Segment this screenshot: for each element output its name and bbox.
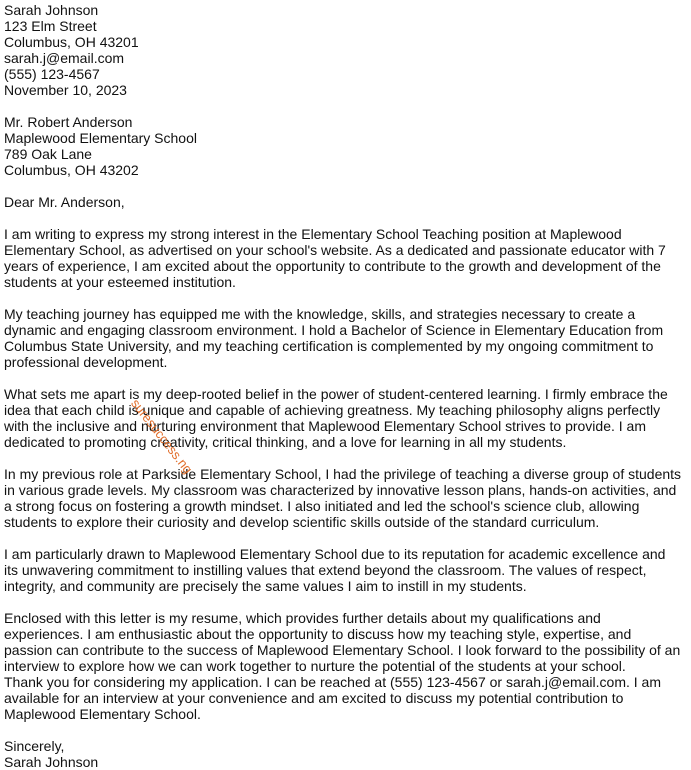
recipient-school: Maplewood Elementary School [4, 130, 197, 146]
sender-email: sarah.j@email.com [4, 50, 125, 66]
spacer [4, 178, 691, 194]
paragraph-line: interview to explore how we can work together to nurture the potential of the students at your school. [4, 658, 626, 674]
paragraph-line: in various grade levels. My classroom was characterized by innovative lesson plans, hands-on activities, and [4, 482, 677, 498]
sender-phone: (555) 123-4567 [4, 66, 100, 82]
recipient-name: Mr. Robert Anderson [4, 114, 133, 130]
paragraph-line: professional development. [4, 354, 168, 370]
recipient-block [4, 114, 691, 178]
spacer [4, 450, 691, 466]
body-paragraph-3 [4, 386, 691, 450]
recipient-street: 789 Oak Lane [4, 146, 92, 162]
body-paragraph-4 [4, 466, 691, 530]
spacer [4, 530, 691, 546]
paragraph-line: Enclosed with this letter is my resume, which provides further details about my qualifications and [4, 610, 601, 626]
cover-letter [4, 2, 691, 770]
salutation: Dear Mr. Anderson, [4, 194, 125, 210]
paragraph-line: students to explore their curiosity and develop scientific skills outside of the standard curriculum. [4, 514, 600, 530]
paragraph-line: a strong focus on fostering a growth mindset. I also initiated and led the school's science club, allowing [4, 498, 640, 514]
closing: Sincerely, [4, 738, 65, 754]
spacer [4, 210, 691, 226]
body-paragraph-6 [4, 610, 691, 722]
paragraph-line: idea that each child is unique and capable of achieving greatness. My teaching philosophy aligns perfectly [4, 402, 661, 418]
paragraph-line: passion can contribute to the success of Maplewood Elementary School. I look forward to the possibility of an [4, 642, 681, 658]
sender-city: Columbus, OH 43201 [4, 34, 139, 50]
paragraph-line: with the inclusive and nurturing environment that Maplewood Elementary School strives to provide. I am [4, 418, 646, 434]
body-paragraph-5 [4, 546, 691, 594]
watermark-text: suresuccess.ng [128, 396, 196, 477]
paragraph-line: Elementary School, as advertised on your school's website. As a dedicated and passionate educator with 7 [4, 242, 666, 258]
body-paragraph-1 [4, 226, 691, 290]
paragraph-line: students at your esteemed institution. [4, 274, 236, 290]
recipient-city: Columbus, OH 43202 [4, 162, 139, 178]
paragraph-line: In my previous role at Parkside Elementary School, I had the privilege of teaching a diverse group of students [4, 466, 682, 482]
body-paragraph-2 [4, 306, 691, 370]
sender-name: Sarah Johnson [4, 2, 99, 18]
paragraph-line: its unwavering commitment to instilling values that extend beyond the classroom. The values of respect, [4, 562, 647, 578]
paragraph-line: available for an interview at your convenience and am excited to discuss my potential contribution to [4, 690, 624, 706]
paragraph-line: Maplewood Elementary School. [4, 706, 201, 722]
spacer [4, 370, 691, 386]
paragraph-line: What sets me apart is my deep-rooted belief in the power of student-centered learning. I firmly embrace the [4, 386, 668, 402]
letter-date: November 10, 2023 [4, 82, 127, 98]
sender-block [4, 2, 691, 98]
paragraph-line: experiences. I am enthusiastic about the opportunity to discuss how my teaching style, expertise, and [4, 626, 632, 642]
paragraph-line: Columbus State University, and my teaching certification is complemented by my ongoing commitment to [4, 338, 654, 354]
paragraph-line: I am writing to express my strong interest in the Elementary School Teaching position at Maplewood [4, 226, 622, 242]
paragraph-line: integrity, and community are precisely the same values I aim to instill in my students. [4, 578, 527, 594]
paragraph-line: dynamic and engaging classroom environment. I hold a Bachelor of Science in Elementary Education from [4, 322, 664, 338]
spacer [4, 290, 691, 306]
signature: Sarah Johnson [4, 754, 99, 770]
spacer [4, 722, 691, 738]
sender-street: 123 Elm Street [4, 18, 97, 34]
paragraph-line: My teaching journey has equipped me with the knowledge, skills, and strategies necessary to create a [4, 306, 636, 322]
paragraph-line: Thank you for considering my application. I can be reached at (555) 123-4567 or sarah.j@email.com. I am [4, 674, 661, 690]
paragraph-line: years of experience, I am excited about the opportunity to contribute to the growth and development of the [4, 258, 661, 274]
paragraph-line: dedicated to promoting creativity, critical thinking, and a love for learning in all my students. [4, 434, 567, 450]
paragraph-line: I am particularly drawn to Maplewood Elementary School due to its reputation for academic excellence and [4, 546, 666, 562]
spacer [4, 594, 691, 610]
spacer [4, 98, 691, 114]
